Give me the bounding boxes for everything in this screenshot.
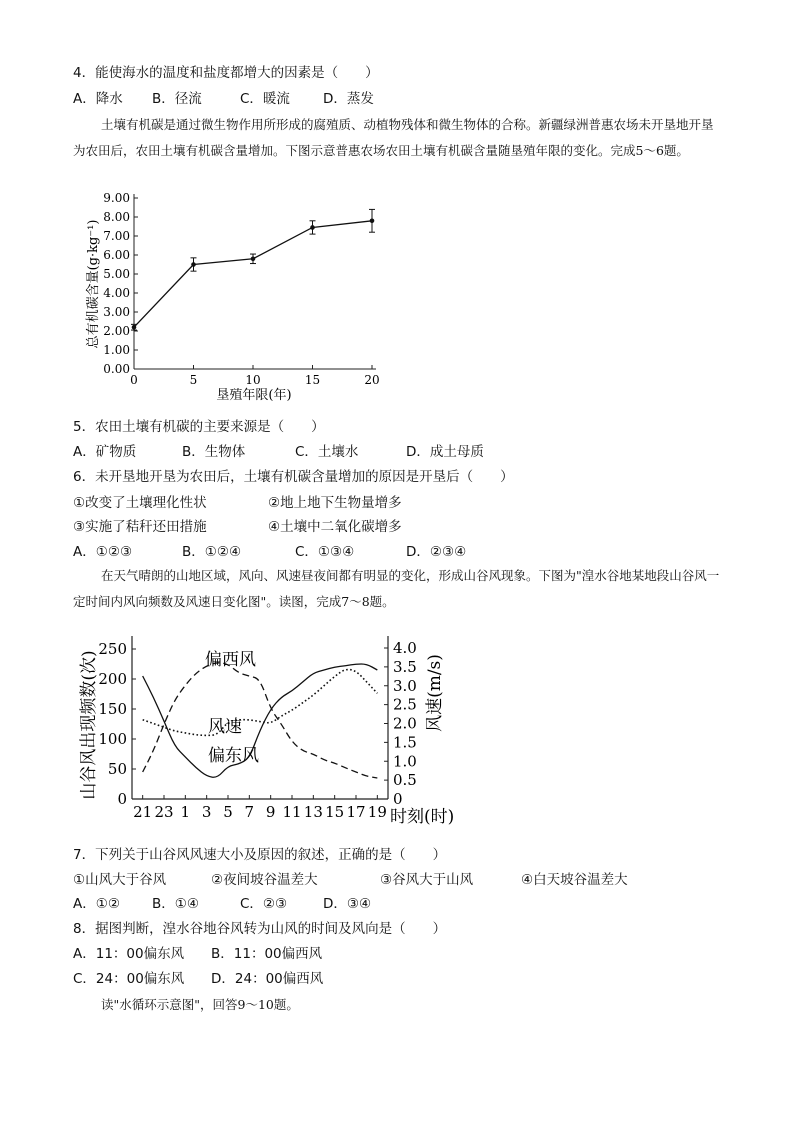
- question-7-option-b: B．①④: [152, 896, 199, 912]
- question-7-stem: 7．下列关于山谷风风速大小及原因的叙述，正确的是（ ）: [73, 847, 447, 863]
- chart2-right-tick-label: 1.0: [393, 752, 417, 771]
- intro-9-10: 读"水循环示意图"，回答9～10题。: [101, 997, 299, 1012]
- question-6-option-c: C．①③④: [295, 544, 355, 560]
- chart2-left-tick-label: 50: [107, 760, 127, 778]
- chart1-x-tick-label: 20: [364, 373, 380, 387]
- chart1-y-tick-label: 8.00: [103, 210, 130, 224]
- chart1-data-point: [191, 262, 196, 267]
- chart1-data-point: [251, 257, 256, 262]
- chart2-series-1: [143, 664, 378, 777]
- chart2-x-tick-label: 19: [367, 803, 387, 821]
- chart2-left-tick-label: 200: [98, 670, 127, 688]
- chart2-x-tick-label: 9: [265, 803, 276, 821]
- chart2-x-tick-label: 13: [303, 803, 323, 821]
- chart1-y-tick-label: 4.00: [103, 286, 130, 300]
- question-7-statement-1: ①山风大于谷风: [73, 872, 167, 888]
- chart2-right-tick-label: 2.0: [393, 714, 417, 733]
- question-7-statement-3: ③谷风大于山风: [380, 872, 474, 888]
- chart1-y-tick-label: 3.00: [103, 305, 130, 319]
- chart2-x-axis-label: 时刻(时): [390, 807, 455, 827]
- chart2-x-tick-label: 7: [244, 803, 255, 821]
- chart2-series-0: [143, 663, 378, 778]
- chart2-right-tick-label: 0: [393, 790, 403, 808]
- chart1-y-tick-label: 0.00: [103, 362, 130, 376]
- chart2-left-tick-label: 100: [98, 730, 127, 748]
- question-8-option-a: A．11：00偏东风: [73, 946, 185, 962]
- question-6-statement-4: ④土壤中二氧化碳增多: [268, 519, 402, 535]
- question-8-option-d: D．24：00偏西风: [211, 971, 324, 987]
- chart1-data-point: [370, 219, 375, 224]
- question-7-statement-2: ②夜间坡谷温差大: [211, 872, 318, 888]
- chart2-label-east-wind: 偏东风: [208, 746, 259, 766]
- question-4-option-d: D．蒸发: [323, 91, 374, 107]
- question-5-stem: 5．农田土壤有机碳的主要来源是（ ）: [73, 419, 325, 435]
- chart2-left-tick-label: 250: [98, 640, 127, 658]
- chart2-right-tick-label: 1.5: [393, 733, 417, 752]
- passage-7-8: 在天气晴朗的山地区域，风向、风速昼夜间都有明显的变化，形成山谷风现象。下图为"湟水谷地某地段山谷风一定时间内风向频数及风速日变化图"。读图，完成7～8题。: [73, 568, 720, 609]
- question-5-option-a: A．矿物质: [73, 444, 137, 460]
- valley-wind-chart: [70, 628, 480, 833]
- question-4-option-a: A．降水: [73, 91, 123, 107]
- question-4-option-b: B．径流: [152, 91, 202, 107]
- chart1-y-axis-label: 总有机碳含量(g·kg⁻¹): [86, 219, 101, 349]
- question-7-option-a: A．①②: [73, 896, 120, 912]
- chart1-series-line: [134, 221, 372, 327]
- chart1-x-axis-label: 垦殖年限(年): [216, 388, 292, 403]
- chart2-series-2: [143, 670, 378, 736]
- chart2-left-tick-label: 0: [117, 790, 127, 808]
- soil-carbon-chart: [70, 192, 400, 412]
- chart2-x-tick-label: 11: [282, 803, 302, 821]
- chart2-x-tick-label: 17: [346, 803, 366, 821]
- chart1-y-tick-label: 5.00: [103, 267, 130, 281]
- question-7-statement-4: ④白天坡谷温差大: [521, 872, 628, 888]
- chart1-x-tick-label: 10: [245, 373, 261, 387]
- chart2-label-wind-speed: 风速: [208, 717, 242, 737]
- chart1-x-tick-label: 0: [130, 373, 138, 387]
- question-8-stem: 8．据图判断，湟水谷地谷风转为山风的时间及风向是（ ）: [73, 921, 447, 937]
- question-8-option-b: B．11：00偏西风: [211, 946, 323, 962]
- question-6-option-b: B．①②④: [182, 544, 242, 560]
- chart2-right-tick-label: 4.0: [393, 639, 417, 657]
- chart2-x-tick-label: 23: [154, 803, 174, 821]
- chart2-x-tick-label: 3: [201, 803, 212, 821]
- chart2-left-axis-label: 山谷风出现频数(次): [79, 650, 99, 800]
- chart1-data-point: [132, 325, 137, 330]
- chart2-x-tick-label: 21: [133, 803, 153, 821]
- chart2-right-tick-label: 3.0: [393, 676, 417, 695]
- chart2-right-tick-label: 3.5: [393, 657, 417, 676]
- question-5-option-c: C．土壤水: [295, 444, 359, 460]
- chart1-y-tick-label: 7.00: [103, 229, 130, 243]
- question-6-statement-2: ②地上地下生物量增多: [268, 495, 402, 511]
- question-5-option-d: D．成土母质: [406, 444, 484, 460]
- question-8-option-c: C．24：00偏东风: [73, 971, 185, 987]
- question-7-option-c: C．②③: [240, 896, 288, 912]
- chart2-x-tick-label: 1: [180, 803, 191, 821]
- question-5-option-b: B．生物体: [182, 444, 246, 460]
- question-4-stem: 4．能使海水的温度和盐度都增大的因素是（ ）: [73, 65, 379, 81]
- question-6-option-a: A．①②③: [73, 544, 133, 560]
- chart1-x-tick-label: 5: [189, 373, 198, 387]
- chart1-x-tick-label: 15: [304, 373, 321, 387]
- chart2-x-tick-label: 5: [223, 803, 233, 821]
- question-4-option-c: C．暖流: [240, 91, 290, 107]
- chart1-y-tick-label: 9.00: [103, 192, 130, 205]
- question-6-statement-1: ①改变了土壤理化性状: [73, 495, 207, 511]
- chart1-y-tick-label: 1.00: [103, 343, 130, 357]
- chart1-y-tick-label: 2.00: [103, 324, 130, 338]
- chart2-right-tick-label: 0.5: [393, 771, 417, 790]
- chart2-left-tick-label: 150: [98, 700, 127, 718]
- question-6-statement-3: ③实施了秸秆还田措施: [73, 519, 207, 535]
- passage-5-6: 土壤有机碳是通过微生物作用所形成的腐殖质、动植物残体和微生物体的合称。新疆绿洲普惠农场未开垦地开垦为农田后，农田土壤有机碳含量增加。下图示意普惠农场农田土壤有机碳含量随垦殖年限的变化。完成5～6题。: [73, 117, 714, 158]
- question-6-option-d: D．②③④: [406, 544, 467, 560]
- chart2-right-axis-label: 风速(m/s): [425, 654, 445, 732]
- chart1-data-point: [310, 225, 315, 230]
- chart2-x-tick-label: 15: [325, 803, 345, 821]
- question-6-stem: 6．未开垦地开垦为农田后，土壤有机碳含量增加的原因是开垦后（ ）: [73, 469, 514, 485]
- chart2-label-west-wind: 偏西风: [205, 650, 256, 670]
- question-7-option-d: D．③④: [323, 896, 372, 912]
- chart1-y-tick-label: 6.00: [103, 248, 130, 262]
- chart2-right-tick-label: 2.5: [393, 695, 417, 714]
